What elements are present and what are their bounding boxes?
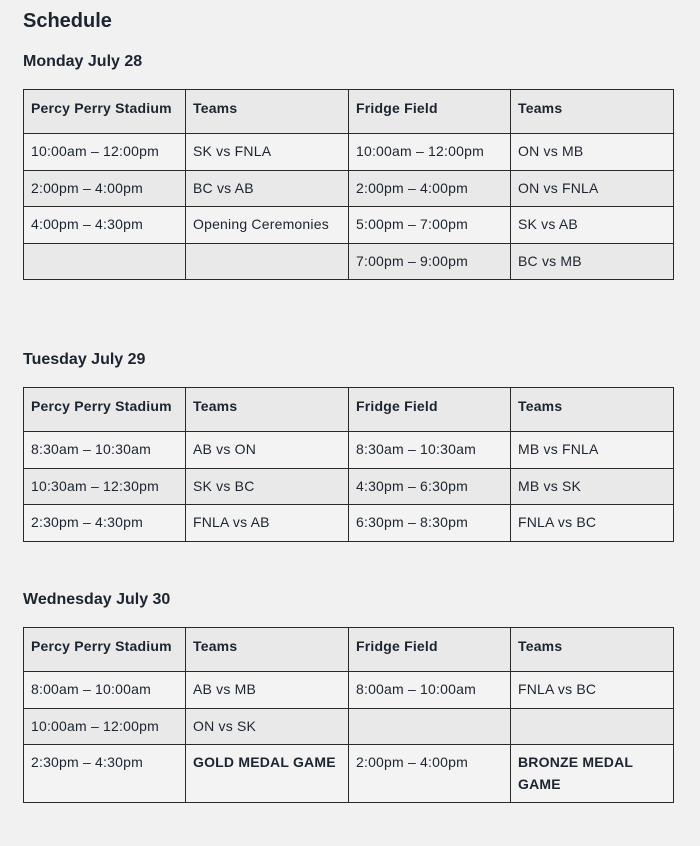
- column-header: Teams: [186, 90, 349, 134]
- column-header: Fridge Field: [349, 628, 511, 672]
- day-heading-wednesday: Wednesday July 30: [23, 591, 171, 608]
- table-row: [24, 207, 674, 244]
- page-title: Schedule: [23, 10, 112, 32]
- table-row: [24, 134, 674, 171]
- table-cell: 6:30pm – 8:30pm: [349, 505, 511, 542]
- table-cell: 8:00am – 10:00am: [349, 672, 511, 709]
- table-row: [24, 672, 674, 709]
- table-header-row: [24, 90, 674, 134]
- table-cell: 2:30pm – 4:30pm: [24, 505, 186, 542]
- table-cell: MB vs FNLA: [511, 432, 674, 469]
- column-header: Percy Perry Stadium: [24, 388, 186, 432]
- table-row: [24, 243, 674, 280]
- table-cell: 10:00am – 12:00pm: [24, 134, 186, 171]
- column-header: Percy Perry Stadium: [24, 90, 186, 134]
- table-cell: 10:30am – 12:30pm: [24, 468, 186, 505]
- schedule-table-tuesday: [23, 387, 674, 542]
- table-cell: BC vs AB: [186, 170, 349, 207]
- table-cell: ON vs SK: [186, 708, 349, 745]
- table-header-row: [24, 388, 674, 432]
- column-header: Teams: [186, 628, 349, 672]
- table-cell: FNLA vs AB: [186, 505, 349, 542]
- column-header: Percy Perry Stadium: [24, 628, 186, 672]
- table-row: [24, 468, 674, 505]
- table-cell: 8:00am – 10:00am: [24, 672, 186, 709]
- table-row: [24, 745, 674, 803]
- table-cell: [24, 243, 186, 280]
- column-header: Teams: [511, 90, 674, 134]
- bronze-medal-game-cell: BRONZE MEDAL GAME: [511, 745, 674, 803]
- table-cell: BC vs MB: [511, 243, 674, 280]
- table-cell: 8:30am – 10:30am: [349, 432, 511, 469]
- table-cell: 2:00pm – 4:00pm: [349, 170, 511, 207]
- table-cell: 2:30pm – 4:30pm: [24, 745, 186, 803]
- table-row: [24, 708, 674, 745]
- table-cell: 4:30pm – 6:30pm: [349, 468, 511, 505]
- gold-medal-game-cell: GOLD MEDAL GAME: [186, 745, 349, 803]
- table-cell: [349, 708, 511, 745]
- table-row: [24, 170, 674, 207]
- table-header-row: [24, 628, 674, 672]
- table-cell: SK vs FNLA: [186, 134, 349, 171]
- schedule-table-monday: [23, 89, 674, 280]
- table-cell: 2:00pm – 4:00pm: [24, 170, 186, 207]
- table-cell: [186, 243, 349, 280]
- table-cell: 10:00am – 12:00pm: [24, 708, 186, 745]
- table-cell: MB vs SK: [511, 468, 674, 505]
- table-cell: FNLA vs BC: [511, 505, 674, 542]
- table-row: [24, 432, 674, 469]
- table-cell: 8:30am – 10:30am: [24, 432, 186, 469]
- table-cell: SK vs AB: [511, 207, 674, 244]
- table-cell: ON vs FNLA: [511, 170, 674, 207]
- table-cell: 7:00pm – 9:00pm: [349, 243, 511, 280]
- table-row: [24, 505, 674, 542]
- table-cell: Opening Ceremonies: [186, 207, 349, 244]
- column-header: Teams: [186, 388, 349, 432]
- table-cell: AB vs MB: [186, 672, 349, 709]
- table-cell: FNLA vs BC: [511, 672, 674, 709]
- table-cell: [511, 708, 674, 745]
- day-heading-tuesday: Tuesday July 29: [23, 351, 146, 368]
- column-header: Teams: [511, 628, 674, 672]
- table-cell: ON vs MB: [511, 134, 674, 171]
- column-header: Fridge Field: [349, 388, 511, 432]
- table-cell: 4:00pm – 4:30pm: [24, 207, 186, 244]
- table-cell: 2:00pm – 4:00pm: [349, 745, 511, 803]
- schedule-table-wednesday: [23, 627, 674, 803]
- table-cell: 5:00pm – 7:00pm: [349, 207, 511, 244]
- day-heading-monday: Monday July 28: [23, 53, 143, 70]
- column-header: Teams: [511, 388, 674, 432]
- table-cell: SK vs BC: [186, 468, 349, 505]
- column-header: Fridge Field: [349, 90, 511, 134]
- table-cell: 10:00am – 12:00pm: [349, 134, 511, 171]
- table-cell: AB vs ON: [186, 432, 349, 469]
